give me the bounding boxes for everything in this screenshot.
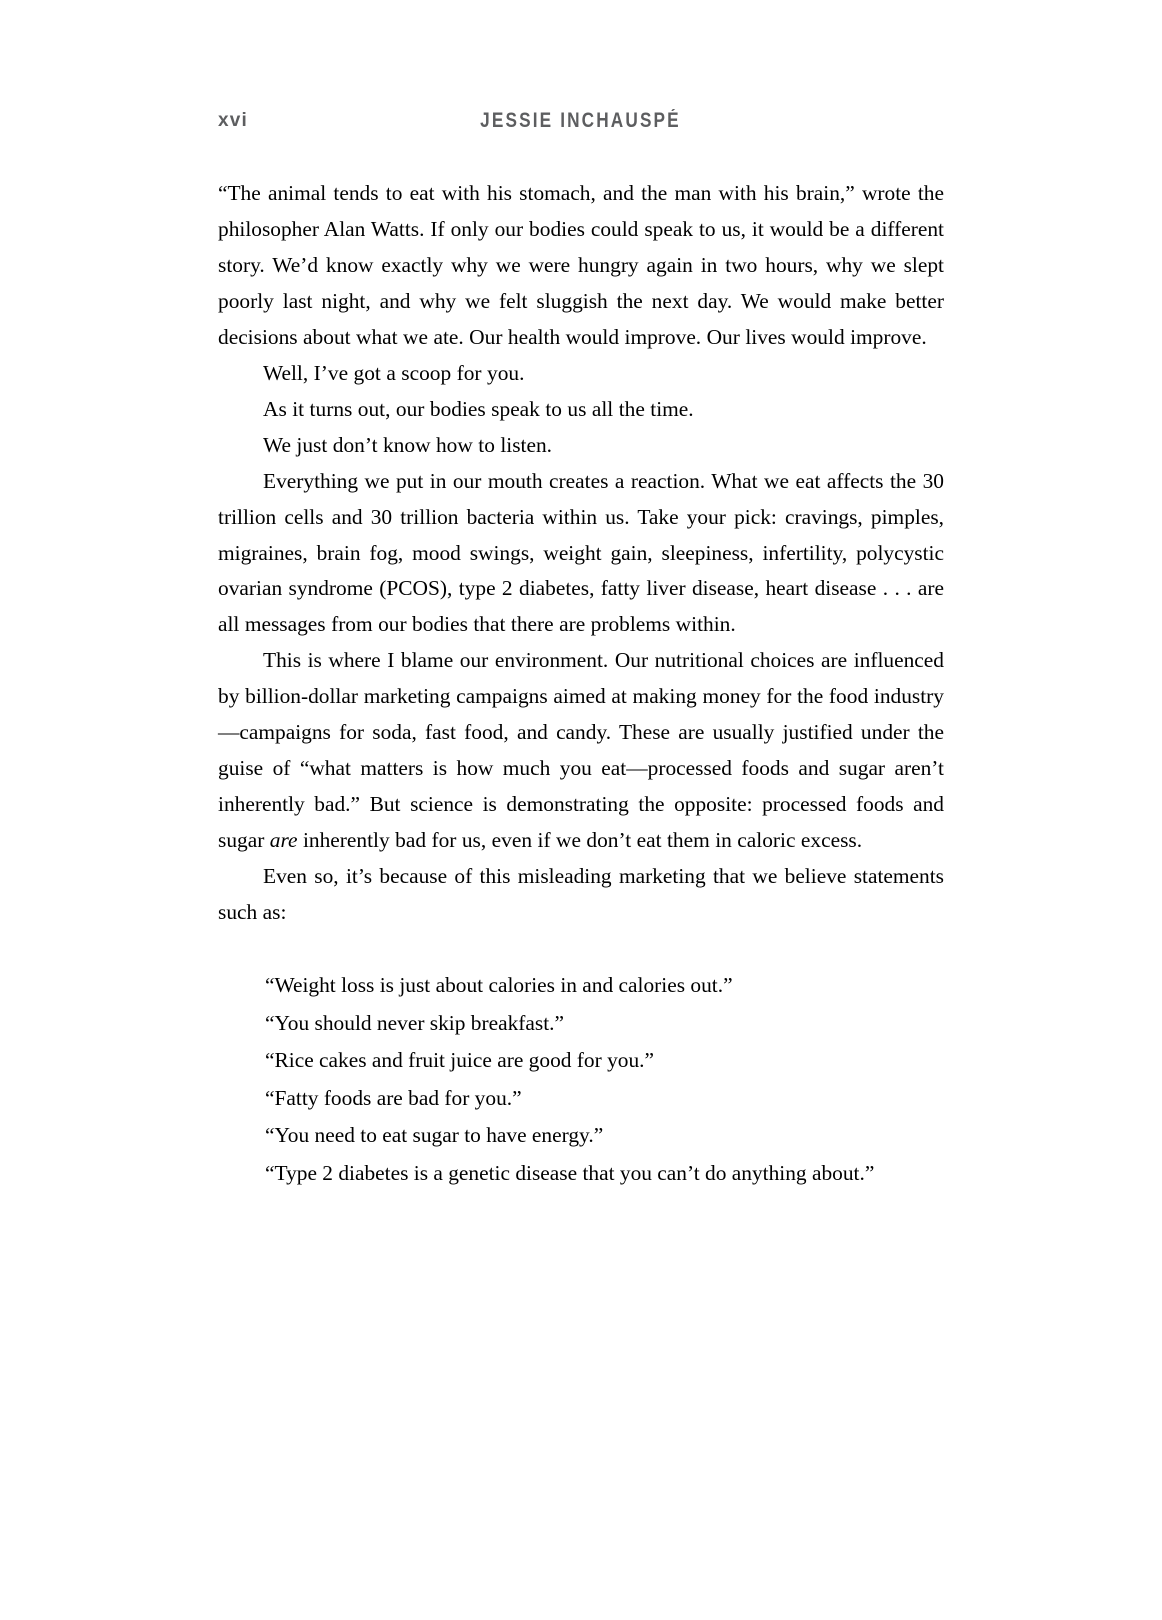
paragraph-6 bbox=[218, 643, 944, 859]
paragraph-6-text-before-italic: This is where I blame our environment. Our nutritional choices are influenced by billion-dollar marketing campaigns aimed at making money for the food industry—campaigns for soda, fast food, and candy. These are usually justified under the guise of “what matters is how much you eat—processed foods and sugar aren’t inherently bad.” But science is demonstrating the opposite: processed foods and sugar bbox=[218, 648, 944, 853]
quote-item-6: “Type 2 diabetes is a genetic disease that you can’t do anything about.” bbox=[265, 1160, 875, 1185]
paragraph-2: Well, I’ve got a scoop for you. bbox=[263, 360, 525, 385]
quotation-list bbox=[218, 967, 944, 1193]
paragraph-7: Even so, it’s because of this misleading marketing that we believe statements such as: bbox=[218, 864, 944, 925]
paragraph-3: As it turns out, our bodies speak to us all the time. bbox=[263, 396, 694, 421]
paragraph-6-italic-emphasis: are bbox=[269, 828, 298, 853]
quote-item-3: “Rice cakes and fruit juice are good for you.” bbox=[265, 1048, 655, 1073]
paragraph-1: “The animal tends to eat with his stomach, and the man with his brain,” wrote the philosopher Alan Watts. If only our bodies could speak to us, it would be a different story. We’d know exactly why we were hungry again in two hours, why we slept poorly last night, and why we felt sluggish the next day. We would make better decisions about what we ate. Our health would improve. Our lives would improve. bbox=[218, 181, 944, 349]
paragraph-4: We just don’t know how to listen. bbox=[263, 432, 553, 457]
paragraph-5: Everything we put in our mouth creates a reaction. What we eat affects the 30 trillion cells and 30 trillion bacteria within us. Take your pick: cravings, pimples, migraines, brain fog, mood swings, weight gain, sleepiness, infertility, polycystic ovarian syndrome (PCOS), type 2 diabetes, fatty liver disease, heart disease . . . are all messages from our bodies that there are problems within. bbox=[218, 468, 944, 637]
quote-item-2: “You should never skip breakfast.” bbox=[265, 1010, 565, 1035]
quote-item-1: “Weight loss is just about calories in and calories out.” bbox=[265, 972, 733, 997]
page-number: xvi bbox=[218, 110, 249, 131]
paragraph-6-text-after-italic: inherently bad for us, even if we don’t eat them in caloric excess. bbox=[297, 828, 863, 853]
running-head bbox=[218, 108, 943, 138]
quote-item-5: “You need to eat sugar to have energy.” bbox=[265, 1123, 604, 1148]
running-head-title: JESSIE INCHAUSPÉ bbox=[480, 109, 681, 132]
quote-item-4: “Fatty foods are bad for you.” bbox=[265, 1085, 522, 1110]
body-text-column bbox=[218, 176, 944, 1192]
